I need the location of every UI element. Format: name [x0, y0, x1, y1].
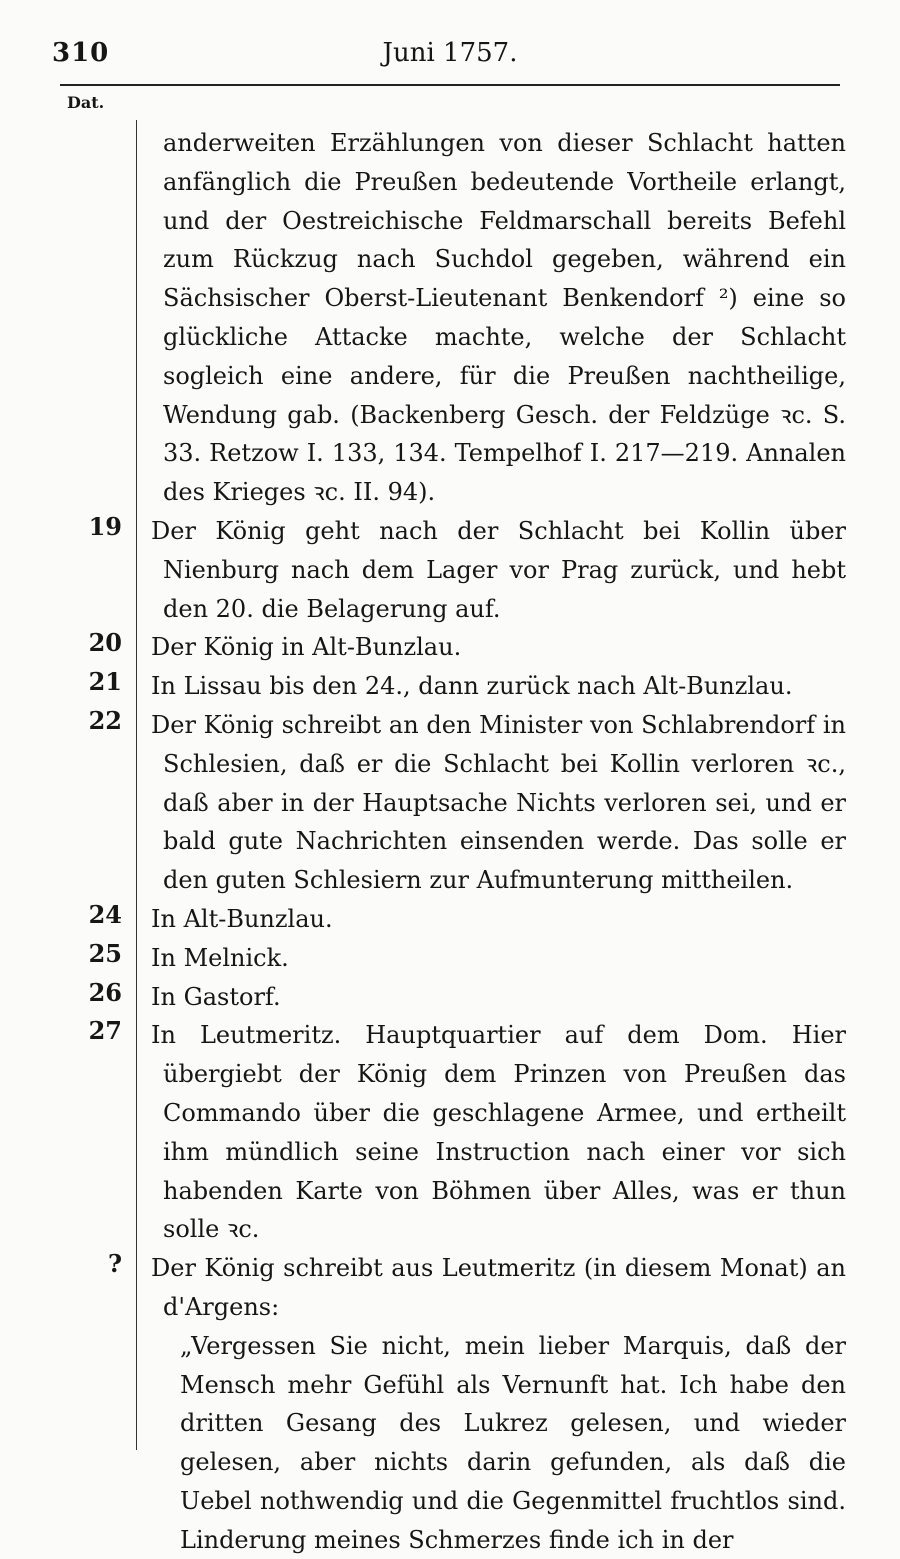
entry [0, 900, 900, 939]
entry-text: Der König schreibt an den Minister von Schlabrendorf in Schlesien, daß er die Schlacht bei Kollin verloren ꝛc., daß aber in der Hauptsache Nichts verloren sei, und er bald gute Nachrichten einsenden werde. Das solle er den guten Schlesiern zur Aufmunterung mittheilen. [151, 710, 846, 895]
entry [0, 512, 900, 628]
entry-text: Der König in Alt-Bunzlau. [151, 633, 462, 662]
entry-text: Der König geht nach der Schlacht bei Kollin über Nienburg nach dem Lager vor Prag zurück, und hebt den 20. die Belagerung auf. [151, 516, 846, 623]
entry-text: In Alt-Bunzlau. [151, 904, 333, 933]
header-rule [60, 84, 840, 86]
entry-text: anderweiten Erzählungen von dieser Schlacht hatten anfänglich die Preußen bedeutende Vortheile erlangt, und der Oestreichische Feldmarschall bereits Befehl zum Rückzug nach Suchdol gegeben, während ein Sächsischer Oberst-Lieutenant Benkendorf ²) eine so glückliche Attacke machte, welche der Schlacht sogleich eine andere, für die Preußen nachtheilige, Wendung gab. (Backenberg Gesch. der Feldzüge ꝛc. S. 33. Retzow I. 133, 134. Tempelhof I. 217—219. Annalen des Krieges ꝛc. II. 94). [163, 129, 846, 507]
page-header [0, 0, 900, 90]
entry-text: In Melnick. [151, 943, 289, 972]
entry-text: In Lissau bis den 24., dann zurück nach Alt-Bunzlau. [151, 672, 793, 701]
page-number: 310 [52, 38, 110, 68]
entry [0, 124, 900, 512]
entry-date: 20 [88, 628, 122, 658]
entry [0, 939, 900, 978]
entry [0, 628, 900, 667]
entry [0, 667, 900, 706]
entry-text: In Gastorf. [151, 982, 281, 1011]
entry-date: 24 [88, 899, 122, 929]
entry-date: 22 [88, 705, 122, 735]
entry-date: 27 [88, 1016, 122, 1046]
entry-date: 26 [88, 977, 122, 1007]
page-body [0, 124, 900, 1559]
entry [0, 978, 900, 1017]
entry [0, 706, 900, 900]
entry-date: ? [107, 1249, 122, 1279]
date-column-label: Dat. [67, 93, 105, 112]
entry-text: In Leutmeritz. Hauptquartier auf dem Dom. Hier übergiebt der König dem Prinzen von Preußen das Commando über die geschlagene Armee, und ertheilt ihm mündlich seine Instruction nach einer vor sich habenden Karte von Böhmen über Alles, was er thun solle ꝛc. [151, 1021, 846, 1244]
quote-text: „Vergessen Sie nicht, mein lieber Marquis, daß der Mensch mehr Gefühl als Vernunft hat. Ich habe den dritten Gesang des Lukrez gelesen, und wieder gelesen, aber nichts darin gefunden, als daß die Uebel nothwendig und die Gegenmittel fruchtlos sind. Linderung meines Schmerzes finde ich in der [180, 1331, 846, 1554]
running-head: Juni 1757. [382, 38, 518, 68]
quote-block [0, 1327, 900, 1559]
entry-date: 21 [88, 667, 122, 697]
entry [0, 1016, 900, 1249]
entry-date: 25 [88, 938, 122, 968]
entry [0, 1249, 900, 1327]
entry-text: Der König schreibt aus Leutmeritz (in diesem Monat) an d'Argens: [151, 1254, 846, 1321]
entry-date: 19 [88, 511, 122, 541]
